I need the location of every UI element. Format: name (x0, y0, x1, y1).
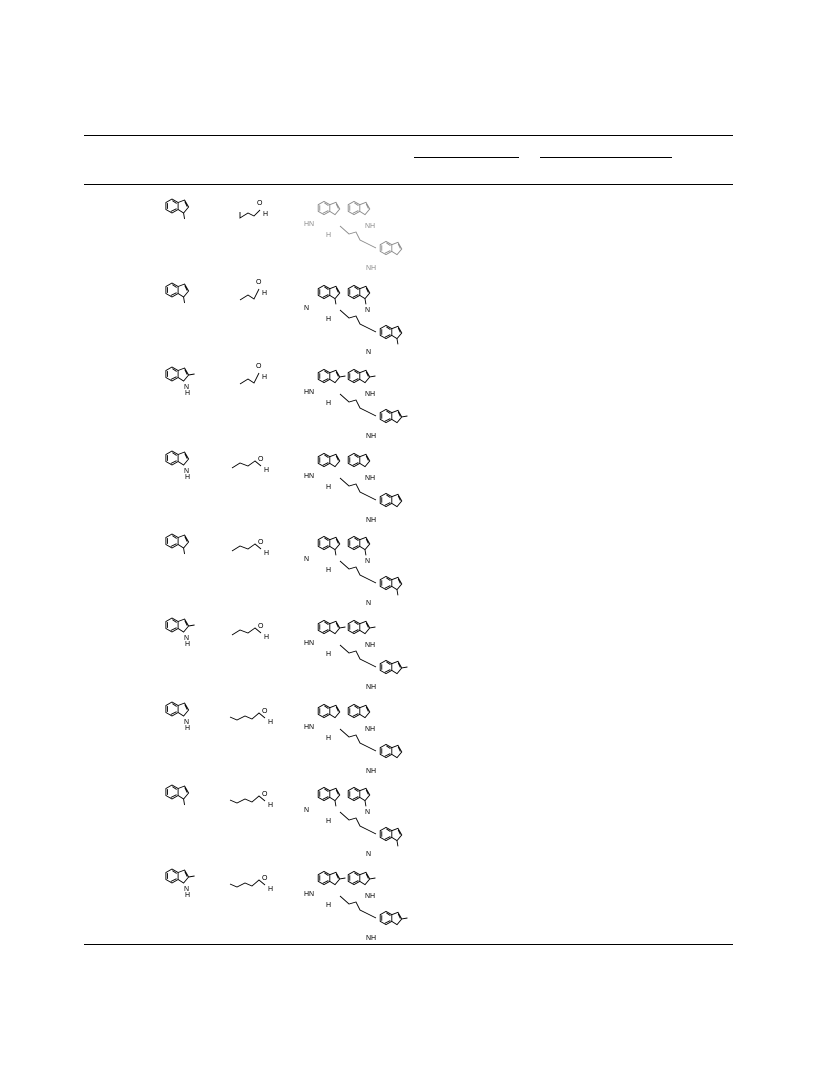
product-n-label-1: HN (304, 724, 315, 731)
product-h-label: H (326, 567, 332, 574)
indole-reagent-structure (166, 618, 195, 648)
indole-h-label: H (185, 725, 191, 732)
product-n-label-3: NH (366, 433, 377, 440)
aldehyde-reagent-structure (240, 363, 267, 384)
table-row (84, 695, 733, 779)
product-n-label-2: NH (365, 223, 376, 230)
product-h-label: H (326, 902, 332, 909)
product-n-label-3: N (366, 600, 372, 607)
indole-n-label: N (184, 384, 190, 391)
row-structures (84, 192, 733, 276)
product-h-label: H (326, 818, 332, 825)
table-row (84, 611, 733, 695)
product-n-label-2: NH (365, 893, 376, 900)
indole-h-label: H (185, 892, 191, 899)
aldehyde-o-label: O (258, 539, 264, 546)
aldehyde-reagent-structure (240, 200, 268, 218)
row-structures (84, 527, 733, 611)
product-n-label-1: N (304, 556, 310, 563)
indole-h-label: H (185, 641, 191, 648)
indole-n-label: N (184, 468, 190, 475)
product-h-label: H (326, 316, 332, 323)
aldehyde-reagent-structure (230, 708, 273, 726)
product-h-label: H (326, 651, 332, 658)
product-structure (304, 704, 402, 775)
aldehyde-h-label: H (268, 719, 274, 726)
aldehyde-h-label: H (268, 886, 274, 893)
table-row (84, 778, 733, 862)
product-h-label: H (326, 484, 332, 491)
aldehyde-h-label: H (263, 211, 269, 218)
aldehyde-reagent-structure (230, 791, 273, 809)
column-group-rule-right (540, 157, 672, 158)
product-structure (304, 201, 402, 272)
product-n-label-3: NH (366, 265, 377, 272)
aldehyde-h-label: H (264, 550, 270, 557)
table-row (84, 192, 733, 276)
row-structures (84, 611, 733, 695)
aldehyde-reagent-structure (240, 279, 267, 300)
product-n-label-2: N (365, 307, 371, 314)
aldehyde-o-label: O (257, 200, 263, 207)
aldehyde-h-label: H (262, 290, 268, 297)
aldehyde-o-label: O (262, 708, 268, 715)
indole-reagent-structure (166, 199, 189, 219)
product-structure (304, 453, 402, 524)
indole-reagent-structure (166, 869, 195, 899)
product-n-label-1: HN (304, 221, 315, 228)
indole-n-label: N (184, 886, 190, 893)
product-n-label-3: N (366, 851, 372, 858)
product-n-label-3: NH (366, 935, 377, 942)
product-n-label-1: HN (304, 640, 315, 647)
product-h-label: H (326, 400, 332, 407)
indole-reagent-structure (166, 451, 190, 481)
product-n-label-2: NH (365, 475, 376, 482)
indole-h-label: H (185, 474, 191, 481)
product-structure (304, 369, 407, 440)
indole-n-label: N (184, 719, 190, 726)
table-row (84, 360, 733, 444)
aldehyde-h-label: H (264, 467, 270, 474)
row-structures (84, 444, 733, 528)
indole-reagent-structure (166, 283, 189, 303)
aldehyde-reagent-structure (232, 623, 269, 641)
indole-reagent-structure (166, 785, 189, 805)
table-top-rule (84, 135, 733, 136)
product-structure (304, 620, 407, 691)
row-structures (84, 695, 733, 779)
product-structure (304, 536, 402, 607)
product-n-label-2: N (365, 558, 371, 565)
aldehyde-reagent-structure (230, 875, 273, 893)
product-n-label-1: N (304, 305, 310, 312)
product-n-label-3: N (366, 349, 372, 356)
product-n-label-1: N (304, 807, 310, 814)
aldehyde-o-label: O (258, 623, 264, 630)
product-structure (304, 787, 402, 858)
aldehyde-o-label: O (262, 875, 268, 882)
row-structures (84, 360, 733, 444)
aldehyde-o-label: O (258, 456, 264, 463)
product-n-label-2: N (365, 809, 371, 816)
product-n-label-3: NH (366, 768, 377, 775)
table-header-rule (84, 184, 733, 185)
aldehyde-h-label: H (264, 634, 270, 641)
aldehyde-o-label: O (256, 363, 262, 370)
aldehyde-h-label: H (262, 374, 268, 381)
product-n-label-1: HN (304, 891, 315, 898)
table-row (84, 276, 733, 360)
indole-n-label: N (184, 635, 190, 642)
indole-h-label: H (185, 390, 191, 397)
row-structures (84, 778, 733, 862)
row-structures (84, 862, 733, 946)
product-h-label: H (326, 232, 332, 239)
aldehyde-o-label: O (262, 791, 268, 798)
table-row (84, 527, 733, 611)
indole-reagent-structure (166, 367, 195, 397)
product-n-label-3: NH (366, 517, 377, 524)
product-n-label-2: NH (365, 391, 376, 398)
column-group-rule-left (414, 157, 519, 158)
aldehyde-o-label: O (256, 279, 262, 286)
table-row (84, 862, 733, 946)
product-n-label-1: HN (304, 473, 315, 480)
product-h-label: H (326, 735, 332, 742)
product-structure (304, 871, 407, 942)
row-structures (84, 276, 733, 360)
aldehyde-reagent-structure (232, 456, 269, 474)
indole-reagent-structure (166, 534, 189, 554)
product-n-label-2: NH (365, 642, 376, 649)
product-n-label-1: HN (304, 389, 315, 396)
table-row (84, 444, 733, 528)
indole-reagent-structure (166, 702, 190, 732)
product-n-label-2: NH (365, 726, 376, 733)
aldehyde-reagent-structure (232, 539, 269, 557)
product-n-label-3: NH (366, 684, 377, 691)
aldehyde-h-label: H (268, 802, 274, 809)
product-structure (304, 285, 402, 356)
